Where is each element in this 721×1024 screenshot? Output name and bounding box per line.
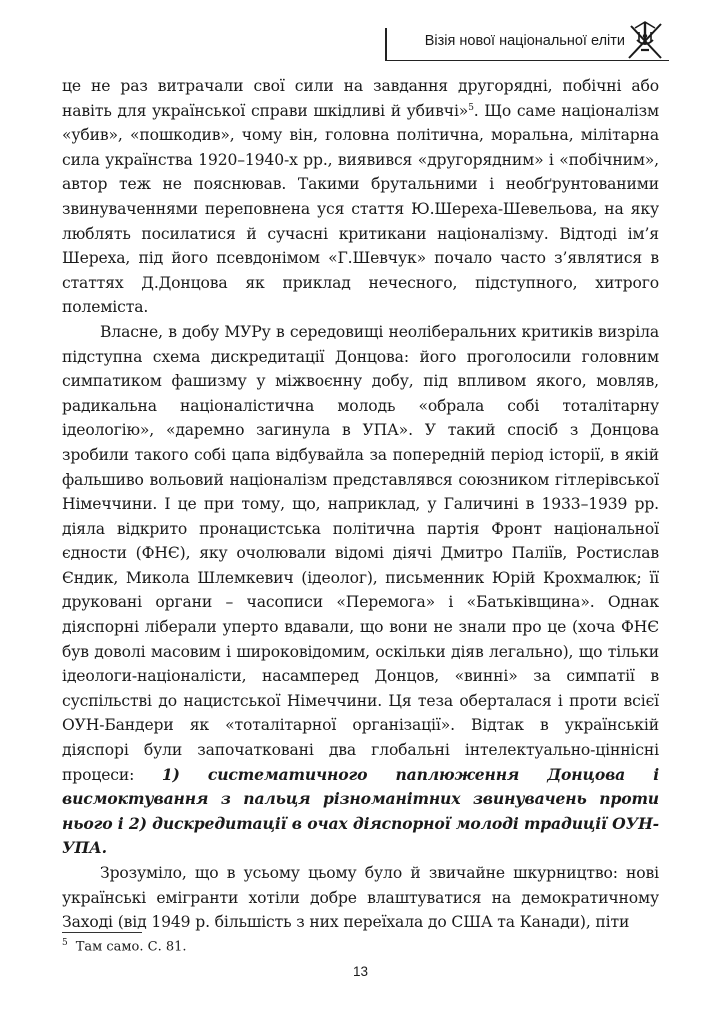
paragraph-2-emphasis: 1) систематичного паплюження Донцова і висмоктування з пальця різноманітних звинувачень проти нього і 2) дискредитації в очах діяспорної молоді традиції ОУН-УПА.: [62, 764, 659, 858]
footnote-ref: 5: [468, 102, 474, 113]
paragraph-2: [62, 320, 659, 861]
footnote-separator: [62, 932, 142, 933]
page-number: 13: [352, 964, 369, 979]
page-body-text: [62, 74, 659, 935]
paragraph-2-text: Власне, в добу МУРу в середовищі неоліберальних критиків визріла підступна схема дискредитації Донцова: його проголосили головним симпатиком фашизму у міжвоєнну добу, під впливом якого, мовляв, радикальна націоналістична молодь «обрала собі тоталітарну ідеологію», «даремно загинула в УПА». У такий спосіб з Донцова зробили такого собі цапа відбувайла за попередній період історії, в якій фальшиво вольовий націоналізм представлявся союзником гітлерівської Німеччини. І це при тому, що, наприклад, у Галичині в 1933–1939 рр. діяла відкрито пронацистська політична партія Фронт національної єдности (ФНЄ), яку очолювали відомі діячі Дмитро Паліїв, Ростислав Єндик, Микола Шлемкевич (ідеолог), письменник Юрій Крохмалюк; її друковані органи – часописи «Перемога» і «Батьківщина». Однак діяспорні ліберали уперто вдавали, що вони не знали про це (хоча ФНЄ був доволі масовим і широковідомим, оскільки діяв легально), що тільки ідеологи-націоналісти, насамперед Донцов, «винні» за симпатії в суспільстві до нацистської Німеччини. Ця теза оберталася і проти всієї ОУН-Бандери як «тоталітарної організації». Відтак в українській діяспорі були започатковані два глобальні інтелектуально-ціннісні процеси:: [62, 322, 659, 784]
paragraph-1-text-b: . Що саме націоналізм «убив», «пошкодив», чому він, головна політична, моральна, мілітарна сила українства 1920–1940-х рр., виявився «другорядним» і «побічним», автор теж не пояснював. Такими брутальними і необґрунтованими звинуваченнями переповнена уся стаття Ю.Шереха-Шевельова, на яку люблять посилатися й сучасні критикани націоналізму. Відтоді ім’я Шереха, під його псевдонімом «Г.Шевчук» почало часто з’являтися в статтях Д.Донцова як приклад нечесного, підступного, хитрого полеміста.: [62, 101, 660, 317]
paragraph-3-text: Зрозуміло, що в усьому цьому було й звичайне шкурництво: нові українські емігранти хотіли добре влаштуватися на демократичному Заході (від 1949 р. більшість з них переїхала до США та Канади), піти: [62, 864, 659, 932]
paragraph-1-text-a: це не раз витрачали свої сили на завдання другорядні, побічні або навіть для української справи шкідливі й убивчі»: [62, 77, 659, 120]
paragraph-3: [62, 861, 659, 935]
running-header: [385, 28, 669, 61]
footnote-text: Там само. С. 81.: [75, 939, 187, 955]
paragraph-1: [62, 74, 659, 320]
trident-sword-emblem-icon: [625, 18, 665, 62]
footnote: [62, 938, 187, 954]
running-header-title: Візія нової національної еліти: [424, 33, 625, 49]
footnote-mark: 5: [62, 938, 68, 948]
